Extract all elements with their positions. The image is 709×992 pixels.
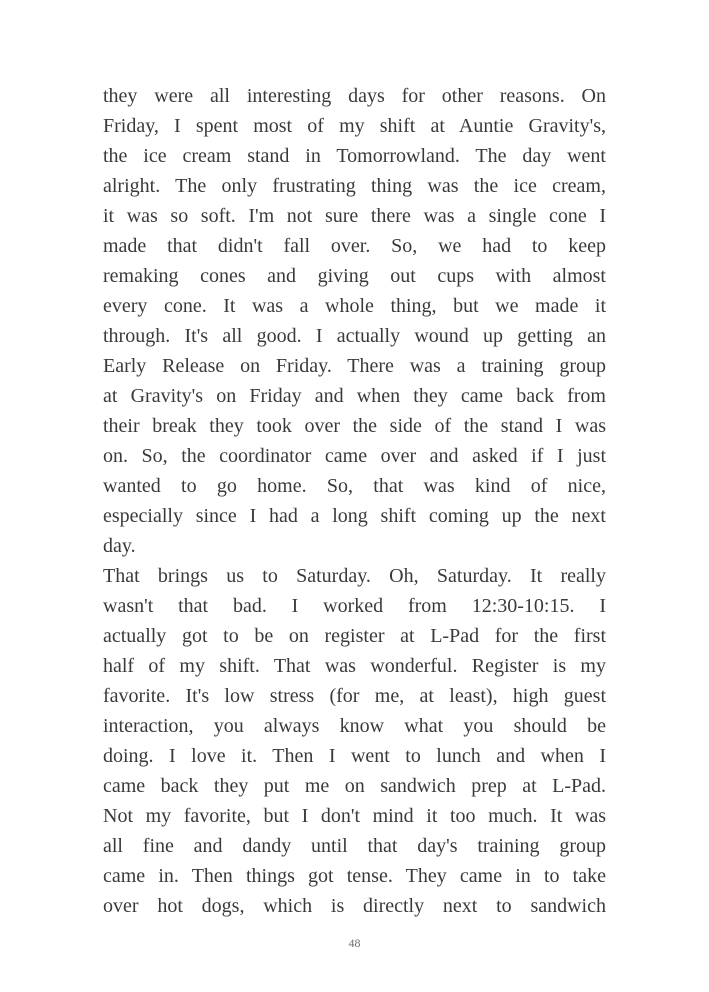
page-number: 48	[348, 936, 361, 950]
text-line: their break they took over the side of the stand I was	[103, 415, 606, 437]
text-line: at Gravity's on Friday and when they came back from	[103, 385, 606, 407]
text-line: all fine and dandy until that day's training group	[103, 835, 606, 857]
text-line: actually got to be on register at L-Pad for the first	[103, 625, 606, 647]
text-line: That brings us to Saturday. Oh, Saturday. It really	[103, 565, 606, 587]
text-line: they were all interesting days for other reasons. On	[103, 85, 606, 107]
text-line: on. So, the coordinator came over and asked if I just	[103, 445, 606, 467]
text-line: wasn't that bad. I worked from 12:30-10:15. I	[103, 595, 606, 617]
text-line: Not my favorite, but I don't mind it too much. It was	[103, 805, 606, 827]
text-line: it was so soft. I'm not sure there was a single cone I	[103, 205, 606, 227]
text-line: Early Release on Friday. There was a training group	[103, 355, 606, 377]
text-line: through. It's all good. I actually wound up getting an	[103, 325, 606, 347]
text-line: came in. Then things got tense. They came in to take	[103, 865, 606, 887]
text-line: remaking cones and giving out cups with almost	[103, 265, 606, 287]
text-line: favorite. It's low stress (for me, at least), high guest	[103, 685, 606, 707]
text-line-paragraph-end: day.	[103, 535, 136, 557]
text-line: came back they put me on sandwich prep at L-Pad.	[103, 775, 606, 797]
text-line: especially since I had a long shift coming up the next	[103, 505, 606, 527]
text-line: Friday, I spent most of my shift at Auntie Gravity's,	[103, 115, 606, 137]
text-line: over hot dogs, which is directly next to sandwich	[103, 895, 606, 917]
text-line: wanted to go home. So, that was kind of nice,	[103, 475, 606, 497]
text-line: the ice cream stand in Tomorrowland. The day went	[103, 145, 606, 167]
text-line: half of my shift. That was wonderful. Register is my	[103, 655, 606, 677]
body-text	[103, 81, 606, 921]
text-line: made that didn't fall over. So, we had to keep	[103, 235, 606, 257]
text-line: every cone. It was a whole thing, but we made it	[103, 295, 606, 317]
text-line: alright. The only frustrating thing was the ice cream,	[103, 175, 606, 197]
text-line: doing. I love it. Then I went to lunch and when I	[103, 745, 606, 767]
text-line: interaction, you always know what you should be	[103, 715, 606, 737]
